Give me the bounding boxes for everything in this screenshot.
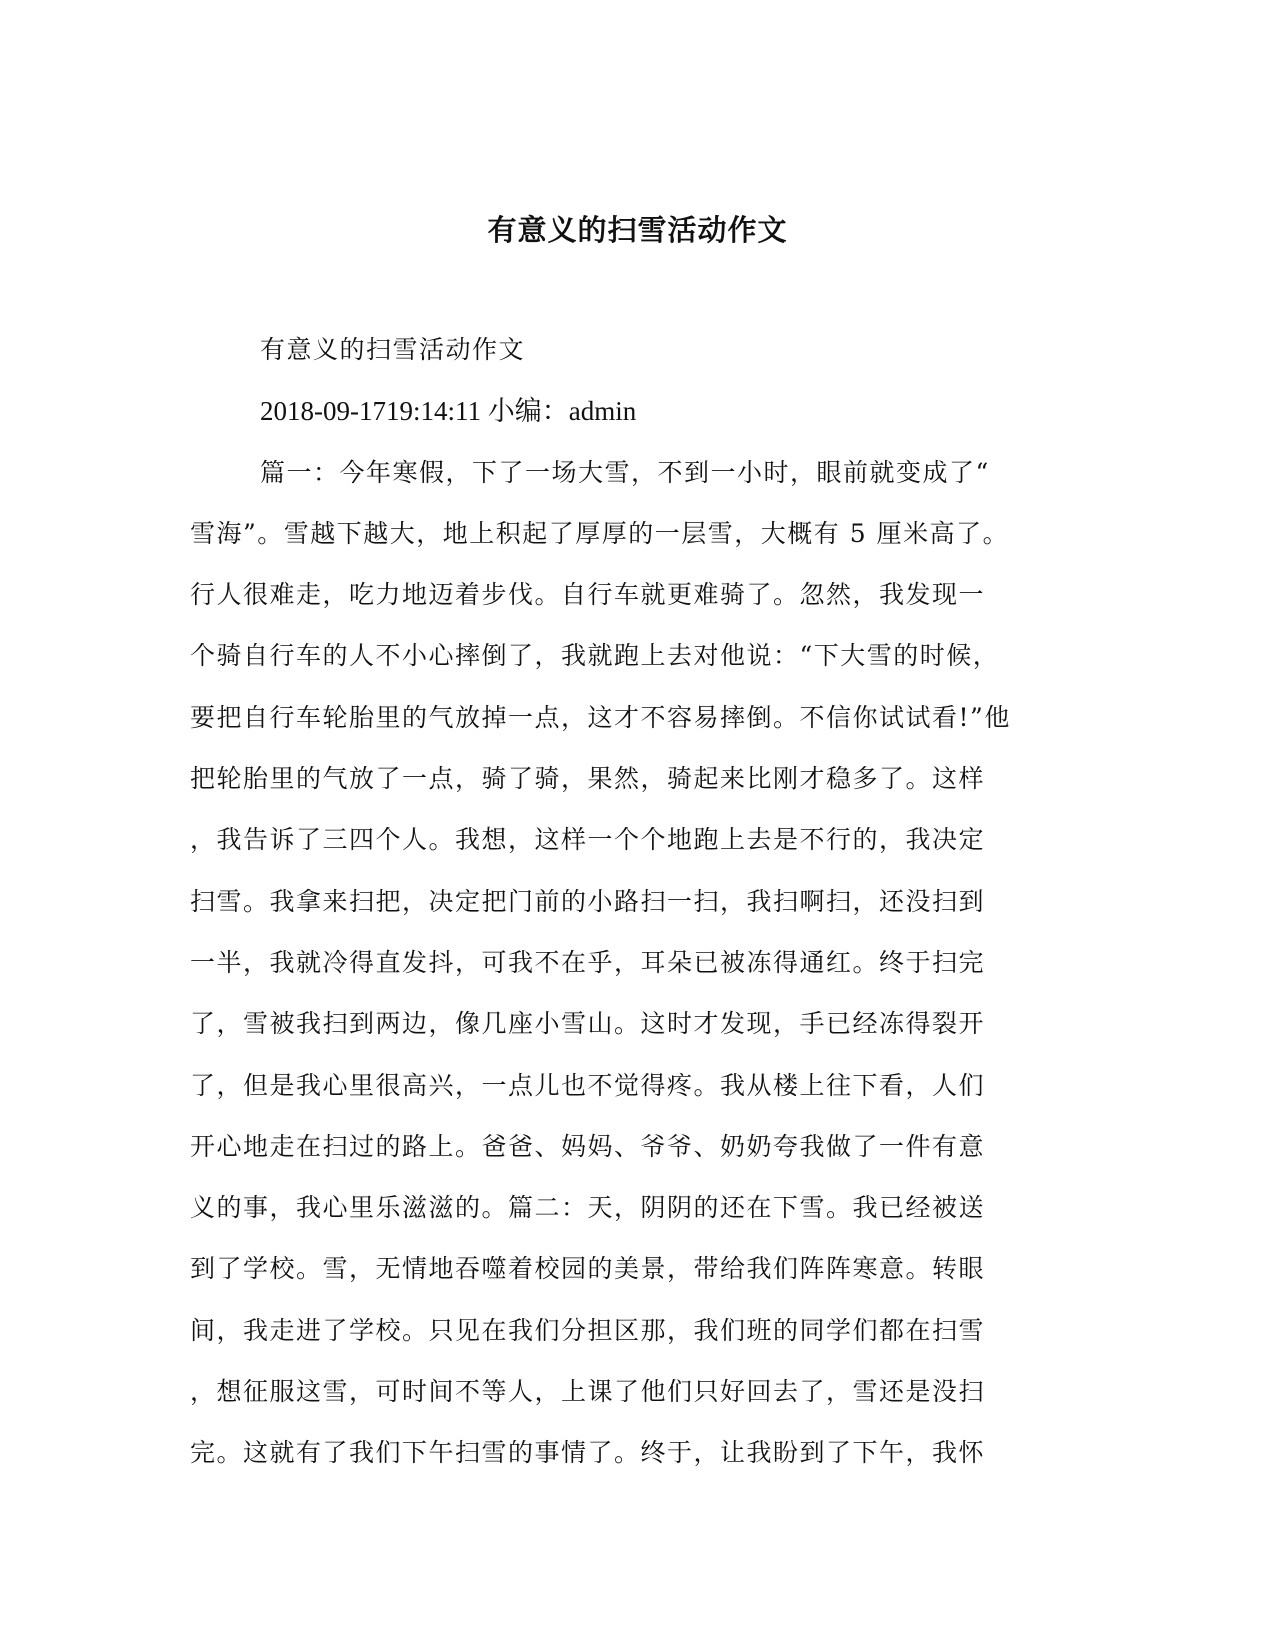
paragraph-line: 完。这就有了我们下午扫雪的事情了。终于，让我盼到了下午，我怀 (190, 1438, 986, 1468)
paragraph-line: 到了学校。雪，无情地吞噬着校园的美景，带给我们阵阵寒意。转眼 (190, 1254, 986, 1284)
paragraph-line: 扫雪。我拿来扫把，决定把门前的小路扫一扫，我扫啊扫，还没扫到 (190, 886, 986, 916)
paragraph-line: 了，但是我心里很高兴，一点儿也不觉得疼。我从楼上往下看，人们 (190, 1070, 986, 1100)
document-meta-line: 2018-09-1719:14:11 小编：admin (260, 396, 637, 427)
paragraph-line: 雪海”。雪越下越大，地上积起了厚厚的一层雪，大概有 5 厘米高了。 (190, 518, 1010, 548)
paragraph-line: 个骑自行车的人不小心摔倒了，我就跑上去对他说：“下大雪的时候， (190, 641, 1000, 671)
paragraph-line: 间，我走进了学校。只见在我们分担区那，我们班的同学们都在扫雪 (190, 1315, 986, 1345)
document-title: 有意义的扫雪活动作文 (487, 213, 788, 247)
paragraph-line: 篇一：今年寒假，下了一场大雪，不到一小时，眼前就变成了“ (260, 457, 990, 487)
paragraph-line: 要把自行车轮胎里的气放掉一点，这才不容易摔倒。不信你试试看!”他 (190, 702, 1011, 732)
paragraph-line: 把轮胎里的气放了一点，骑了骑，果然，骑起来比刚才稳多了。这样 (190, 764, 986, 794)
paragraph-line: ，我告诉了三四个人。我想，这样一个个地跑上去是不行的，我决定 (190, 825, 986, 855)
paragraph-line: 了，雪被我扫到两边，像几座小雪山。这时才发现，手已经冻得裂开 (190, 1009, 986, 1039)
paragraph-line: 行人很难走，吃力地迈着步伐。自行车就更难骑了。忽然，我发现一 (190, 580, 986, 610)
paragraph-line: ，想征服这雪，可时间不等人，上课了他们只好回去了，雪还是没扫 (190, 1377, 986, 1407)
paragraph-line: 义的事，我心里乐滋滋的。篇二：天，阴阴的还在下雪。我已经被送 (190, 1193, 986, 1223)
paragraph-line: 开心地走在扫过的路上。爸爸、妈妈、爷爷、奶奶夸我做了一件有意 (190, 1131, 986, 1161)
document-subtitle: 有意义的扫雪活动作文 (260, 335, 526, 364)
document-body (190, 332, 1085, 1497)
paragraph-line: 一半，我就冷得直发抖，可我不在乎，耳朵已被冻得通红。终于扫完 (190, 947, 986, 977)
